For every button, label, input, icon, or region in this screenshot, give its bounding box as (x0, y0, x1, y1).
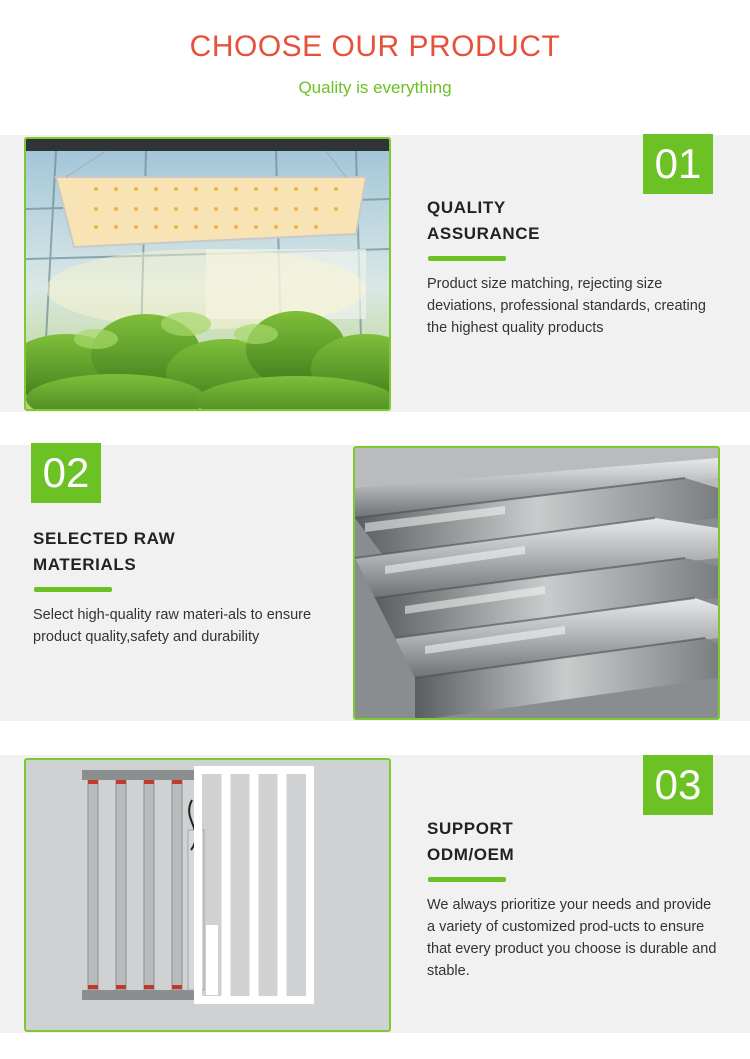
section-description: Select high-quality raw materi-als to ensure product quality,safety and durability (33, 607, 312, 645)
section-title-line: ODM/OEM (427, 845, 515, 864)
section-title-line: ASSURANCE (427, 224, 541, 243)
accent-bar (428, 877, 506, 882)
section-description: We always prioritize your needs and provide a variety of customized prod-ucts to ensure that every product you choose is durable and stable. (427, 897, 717, 979)
section-number-badge: 02 (31, 443, 101, 503)
led-bar-grow-light-image (24, 758, 391, 1032)
accent-bar (34, 587, 112, 592)
section-title (427, 195, 540, 247)
section-title-line: SELECTED RAW (33, 529, 176, 548)
section-description: Product size matching, rejecting size deviations, professional standards, creating the highest quality products (427, 276, 706, 336)
section-title-line: SUPPORT (427, 819, 514, 838)
section-number-badge: 03 (643, 755, 713, 815)
section-title (427, 816, 514, 868)
page-title: CHOOSE OUR PRODUCT (189, 30, 561, 63)
accent-bar (428, 256, 506, 261)
section-title-line: QUALITY (427, 198, 506, 217)
greenhouse-grow-light-image (24, 137, 391, 411)
section-number-badge: 01 (643, 134, 713, 194)
page-subtitle: Quality is everything (298, 78, 452, 97)
page-header (0, 0, 750, 130)
section-title (33, 526, 175, 578)
aluminum-bars-image (353, 446, 720, 720)
section-title-line: MATERIALS (33, 555, 137, 574)
